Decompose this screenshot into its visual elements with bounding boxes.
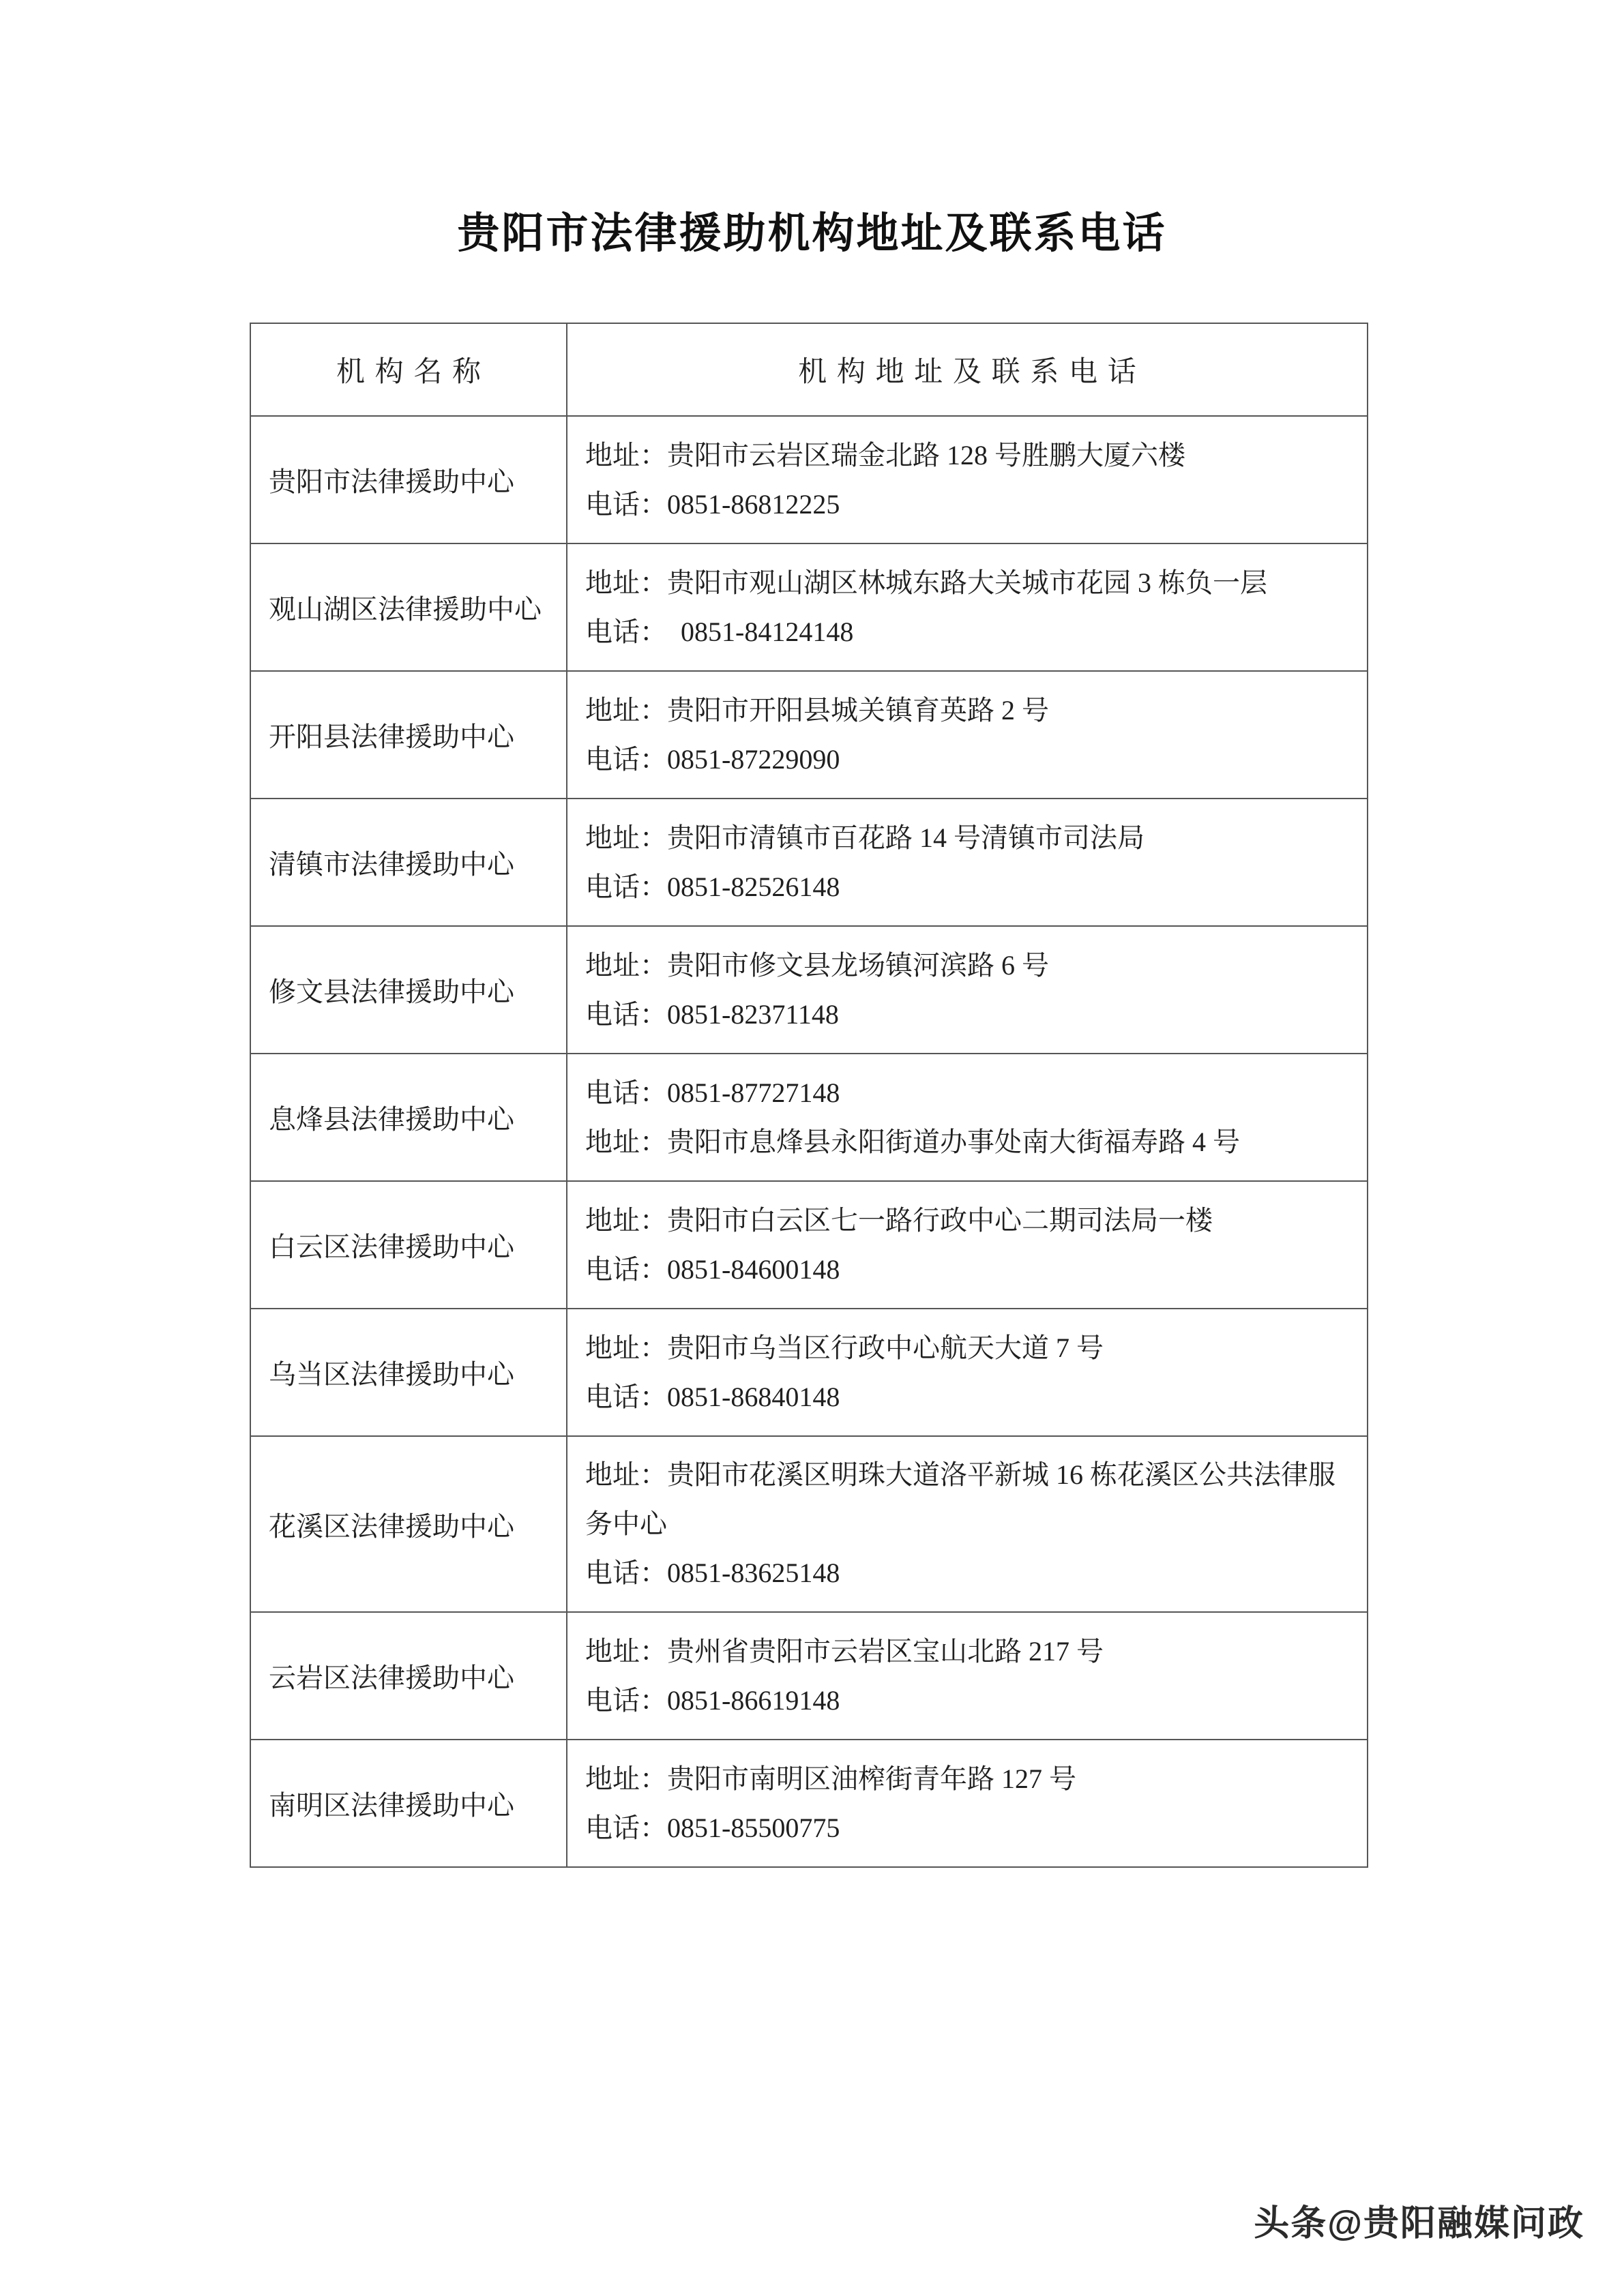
address-line: 地址：贵阳市息烽县永阳街道办事处南大街福寿路 4 号 — [585, 1126, 1240, 1157]
address-line: 地址：贵阳市修文县龙场镇河滨路 6 号 — [585, 949, 1049, 981]
institution-name: 息烽县法律援助中心 — [250, 1054, 567, 1181]
institution-name: 云岩区法律援助中心 — [250, 1612, 567, 1740]
address-line: 地址：贵阳市南明区油榨街青年路 127 号 — [585, 1763, 1076, 1794]
table-row — [250, 1612, 1368, 1740]
table-row — [250, 1436, 1368, 1612]
table-row — [250, 671, 1368, 799]
table-row — [250, 926, 1368, 1054]
table-row — [250, 416, 1368, 543]
institution-name: 修文县法律援助中心 — [250, 926, 567, 1054]
phone-line: 电话：0851-83625148 — [585, 1557, 840, 1588]
table-row — [250, 1054, 1368, 1181]
phone-line: 电话：0851-86619148 — [585, 1684, 840, 1716]
table-row — [250, 543, 1368, 671]
institution-name: 花溪区法律援助中心 — [250, 1436, 567, 1612]
address-line: 地址：贵阳市云岩区瑞金北路 128 号胜鹏大厦六楼 — [585, 439, 1185, 471]
page-title: 贵阳市法律援助机构地址及联系电话 — [457, 211, 1167, 257]
institution-info — [567, 1612, 1368, 1740]
institution-name: 观山湖区法律援助中心 — [250, 543, 567, 671]
watermark: 头条@贵阳融媒问政 — [1254, 2204, 1584, 2243]
header-institution-name: 机构名称 — [250, 323, 567, 416]
address-line: 地址：贵阳市开阳县城关镇育英路 2 号 — [585, 694, 1049, 726]
table-row — [250, 1181, 1368, 1309]
address-line: 地址：贵阳市观山湖区林城东路大关城市花园 3 栋负一层 — [585, 567, 1267, 598]
phone-line: 电话：0851-87727148 — [585, 1077, 840, 1108]
institution-info — [567, 416, 1368, 543]
address-line: 地址：贵阳市白云区七一路行政中心二期司法局一楼 — [585, 1204, 1213, 1236]
phone-line: 电话： 0851-84124148 — [585, 616, 854, 647]
institution-name: 清镇市法律援助中心 — [250, 799, 567, 926]
institution-info — [567, 1309, 1368, 1436]
phone-line: 电话：0851-85500775 — [585, 1812, 840, 1843]
institution-info — [567, 1181, 1368, 1309]
institution-info — [567, 543, 1368, 671]
institution-name: 南明区法律援助中心 — [250, 1740, 567, 1867]
institution-info — [567, 926, 1368, 1054]
institution-info — [567, 1740, 1368, 1867]
institution-info — [567, 1436, 1368, 1612]
institution-info — [567, 1054, 1368, 1181]
institution-name: 开阳县法律援助中心 — [250, 671, 567, 799]
phone-line: 电话：0851-86840148 — [585, 1381, 840, 1412]
institution-name: 乌当区法律援助中心 — [250, 1309, 567, 1436]
table-row — [250, 1309, 1368, 1436]
address-line: 地址：贵阳市花溪区明珠大道洛平新城 16 栋花溪区公共法律服务中心 — [585, 1459, 1335, 1539]
table-header-row — [250, 323, 1368, 416]
phone-line: 电话：0851-82526148 — [585, 871, 840, 902]
institution-info — [567, 799, 1368, 926]
phone-line: 电话：0851-87229090 — [585, 743, 840, 775]
table-row — [250, 799, 1368, 926]
table-row — [250, 1740, 1368, 1867]
address-line: 地址：贵阳市清镇市百花路 14 号清镇市司法局 — [585, 822, 1145, 853]
header-address-phone: 机构地址及联系电话 — [567, 323, 1368, 416]
institution-info — [567, 671, 1368, 799]
legal-aid-table — [250, 323, 1368, 1868]
phone-line: 电话：0851-86812225 — [585, 488, 840, 520]
phone-line: 电话：0851-84600148 — [585, 1253, 840, 1285]
phone-line: 电话：0851-82371148 — [585, 998, 839, 1030]
address-line: 地址：贵阳市乌当区行政中心航天大道 7 号 — [585, 1332, 1104, 1363]
institution-name: 贵阳市法律援助中心 — [250, 416, 567, 543]
institution-name: 白云区法律援助中心 — [250, 1181, 567, 1309]
address-line: 地址：贵州省贵阳市云岩区宝山北路 217 号 — [585, 1635, 1104, 1667]
